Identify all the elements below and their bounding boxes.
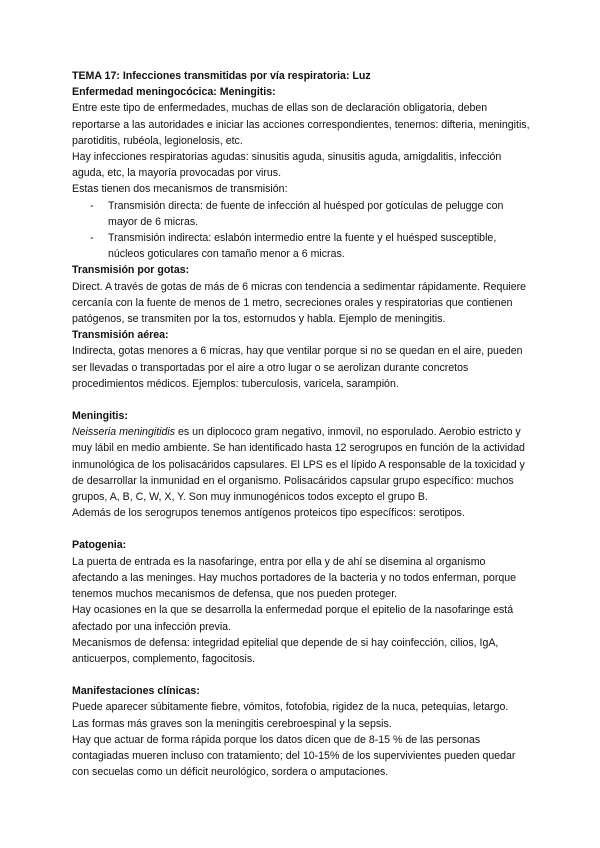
patogenia-paragraph-2: Hay ocasiones en la que se desarrolla la enfermedad porque el epitelio de la nasofaringe está afectado por una infección previa.: [72, 604, 514, 633]
intro-paragraph-1: Entre este tipo de enfermedades, muchas de ellas son de declaración obligatoria, deben reportarse a las autoridades e iniciar las acciones correspondientes, tenemos: difteria, meningitis, parotiditis, rubéola, legionelosis, etc.: [72, 102, 530, 147]
document-title: TEMA 17: Infecciones transmitidas por vía respiratoria: Luz: [72, 70, 371, 82]
list-item: [72, 198, 534, 230]
meningitis-text: es un diplococo gram negativo, inmovil, no esporulado. Aerobio estricto y muy lábil en medio ambiente. Se han identificado hasta 12 serogrupos en función de la actividad inmunológica de los polisacáridos capsulares. El LPS es el lípido A responsable de la toxicidad y de desarrollar la inmunidad en el organismo. Polisacáridos capsular grupo específico: muchos grupos, A, B, C, W, X, Y. Son muy inmunogénicos todos excepto el grupo B.: [72, 426, 525, 504]
list-item: [72, 230, 534, 262]
gotas-paragraph: Direct. A través de gotas de más de 6 micras con tendencia a sedimentar rápidamente. Requiere cercanía con la fuente de menos de 1 metro, secreciones orales y respiratorias que contienen patógenos, se transmiten por la tos, estornudos y habla. Ejemplo de meningitis.: [72, 280, 527, 326]
dash-bullet: -: [90, 199, 94, 212]
list-item-text: Transmisión directa: de fuente de infección al huésped por gotículas de pelugge con mayor de 6 micras.: [108, 199, 504, 228]
heading-transmision-gotas: Transmisión por gotas:: [72, 264, 190, 277]
document-page: [72, 68, 534, 780]
heading-manifestaciones: Manifestaciones clínicas:: [72, 685, 200, 698]
patogenia-paragraph-1: La puerta de entrada es la nasofaringe, entra por ella y de ahí se disemina al organismo afectando a las meninges. Hay muchos portadores de la bacteria y no todos enferman, porque tenemos muchos mecanismos de defensa, que nos pueden proteger.: [72, 555, 517, 601]
intro-paragraph-2: Hay infecciones respiratorias agudas: sinusitis aguda, sinusitis aguda, amigdalitis, infección aguda, etc, la mayoría provocadas por virus.: [72, 151, 502, 180]
spacer: [72, 392, 534, 408]
heading-transmision-aerea: Transmisión aérea:: [72, 329, 169, 342]
manifestaciones-paragraph-3: Hay que actuar de forma rápida porque los datos dicen que de 8-15 % de las personas contagiadas mueren incluso con tratamiento; del 10-15% de los supervivientes pueden quedar con secuelas como un déficit neurológico, sordera o amputaciones.: [72, 733, 516, 779]
patogenia-paragraph-3: Mecanismos de defensa: integridad epitelial que depende de si hay coinfección, cilios, IgA, anticuerpos, complemento, fagocitosis.: [72, 636, 499, 665]
meningitis-paragraph: [72, 424, 534, 505]
spacer: [72, 667, 534, 683]
manifestaciones-paragraph-1: Puede aparecer súbitamente fiebre, vómitos, fotofobia, rigidez de la nuca, petequias, letargo.: [72, 701, 509, 714]
list-item-text: Transmisión indirecta: eslabón intermedio entre la fuente y el huésped susceptible, núcleos goticulares con tamaño menor a 6 micras.: [108, 232, 497, 261]
manifestaciones-paragraph-2: Las formas más graves son la meningitis cerebroespinal y la sepsis.: [72, 717, 392, 730]
aerea-paragraph: Indirecta, gotas menores a 6 micras, hay que ventilar porque si no se quedan en el aire, pueden ser llevadas o transportadas por el aire a otro lugar o se aerolizan durante concretos procedimientos médicos. Ejemplos: tuberculosis, varicela, sarampión.: [72, 345, 523, 390]
heading-patogenia: Patogenia:: [72, 539, 127, 552]
transmission-list: [72, 198, 534, 263]
species-name: Neisseria meningitidis: [72, 426, 176, 439]
heading-meningitis: Meningitis:: [72, 410, 128, 423]
section-title-meningococica: Enfermedad meningocócica: Meningitis:: [72, 86, 276, 99]
meningitis-paragraph-2: Además de los serogrupos tenemos antígenos proteicos tipo específicos: serotipos.: [72, 507, 465, 520]
spacer: [72, 521, 534, 537]
dash-bullet: -: [90, 232, 94, 245]
intro-paragraph-3: Estas tienen dos mecanismos de transmisión:: [72, 183, 288, 196]
